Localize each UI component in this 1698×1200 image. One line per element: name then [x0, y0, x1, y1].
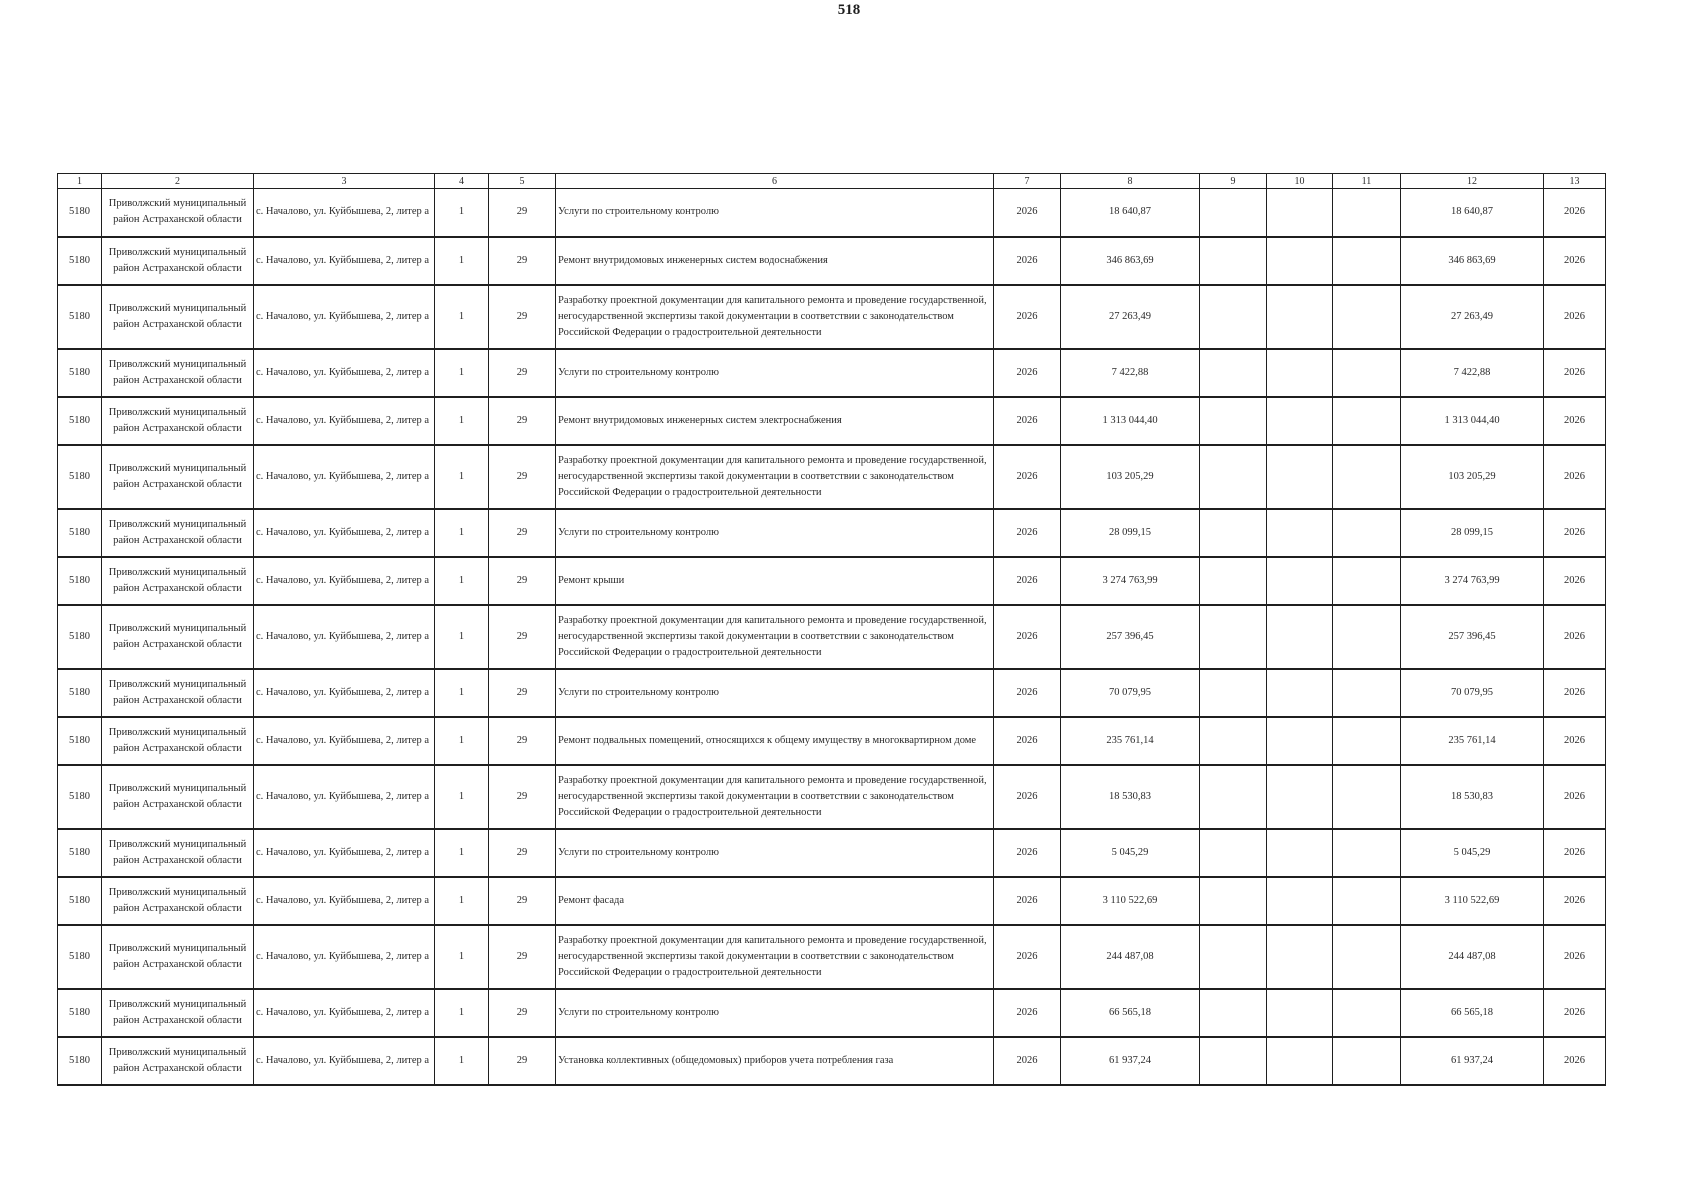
column-13-cell: 2026 [1544, 237, 1606, 285]
column-header-5: 5 [489, 174, 556, 189]
work-type-cell: Услуги по строительному контролю [556, 189, 994, 237]
column-5-cell: 29 [489, 669, 556, 717]
year-cell: 2026 [994, 189, 1061, 237]
column-5-cell: 29 [489, 877, 556, 925]
column-13-cell: 2026 [1544, 877, 1606, 925]
column-5-cell: 29 [489, 989, 556, 1037]
column-header-1: 1 [58, 174, 102, 189]
address-cell: с. Началово, ул. Куйбышева, 2, литер а [254, 349, 435, 397]
column-11-cell [1333, 1037, 1401, 1085]
column-9-cell [1200, 349, 1267, 397]
year-cell: 2026 [994, 349, 1061, 397]
address-cell: с. Началово, ул. Куйбышева, 2, литер а [254, 925, 435, 989]
municipality-cell: Приволжский муниципальный район Астраханской области [102, 349, 254, 397]
column-12-cell: 103 205,29 [1401, 445, 1544, 509]
column-11-cell [1333, 989, 1401, 1037]
column-9-cell [1200, 237, 1267, 285]
column-12-cell: 3 110 522,69 [1401, 877, 1544, 925]
address-cell: с. Началово, ул. Куйбышева, 2, литер а [254, 877, 435, 925]
column-4-cell: 1 [435, 925, 489, 989]
column-10-cell [1267, 445, 1333, 509]
total-cost-cell: 18 530,83 [1061, 765, 1200, 829]
column-13-cell: 2026 [1544, 765, 1606, 829]
column-11-cell [1333, 509, 1401, 557]
column-header-4: 4 [435, 174, 489, 189]
year-cell: 2026 [994, 397, 1061, 445]
year-cell: 2026 [994, 509, 1061, 557]
work-type-cell: Разработку проектной документации для капитального ремонта и проведение государственной, негосударственной экспертизы такой документации в соответствии с законодательством Российской Федерации о градостроительной деятельности [556, 445, 994, 509]
municipality-cell: Приволжский муниципальный район Астраханской области [102, 829, 254, 877]
column-header-7: 7 [994, 174, 1061, 189]
year-cell: 2026 [994, 669, 1061, 717]
column-4-cell: 1 [435, 509, 489, 557]
row-id-cell: 5180 [58, 717, 102, 765]
work-type-cell: Услуги по строительному контролю [556, 669, 994, 717]
total-cost-cell: 66 565,18 [1061, 989, 1200, 1037]
column-10-cell [1267, 397, 1333, 445]
table-row [58, 717, 1606, 765]
column-10-cell [1267, 829, 1333, 877]
column-9-cell [1200, 397, 1267, 445]
column-13-cell: 2026 [1544, 1037, 1606, 1085]
column-4-cell: 1 [435, 1037, 489, 1085]
column-10-cell [1267, 1037, 1333, 1085]
column-13-cell: 2026 [1544, 989, 1606, 1037]
column-9-cell [1200, 605, 1267, 669]
column-4-cell: 1 [435, 557, 489, 605]
work-type-cell: Разработку проектной документации для капитального ремонта и проведение государственной, негосударственной экспертизы такой документации в соответствии с законодательством Российской Федерации о градостроительной деятельности [556, 925, 994, 989]
municipality-cell: Приволжский муниципальный район Астраханской области [102, 397, 254, 445]
column-13-cell: 2026 [1544, 829, 1606, 877]
address-cell: с. Началово, ул. Куйбышева, 2, литер а [254, 397, 435, 445]
municipality-cell: Приволжский муниципальный район Астраханской области [102, 445, 254, 509]
column-header-12: 12 [1401, 174, 1544, 189]
column-9-cell [1200, 445, 1267, 509]
total-cost-cell: 3 274 763,99 [1061, 557, 1200, 605]
row-id-cell: 5180 [58, 189, 102, 237]
row-id-cell: 5180 [58, 877, 102, 925]
column-4-cell: 1 [435, 877, 489, 925]
total-cost-cell: 18 640,87 [1061, 189, 1200, 237]
municipality-cell: Приволжский муниципальный район Астраханской области [102, 189, 254, 237]
row-id-cell: 5180 [58, 669, 102, 717]
column-4-cell: 1 [435, 285, 489, 349]
column-10-cell [1267, 925, 1333, 989]
total-cost-cell: 5 045,29 [1061, 829, 1200, 877]
work-type-cell: Разработку проектной документации для капитального ремонта и проведение государственной, негосударственной экспертизы такой документации в соответствии с законодательством Российской Федерации о градостроительной деятельности [556, 605, 994, 669]
total-cost-cell: 103 205,29 [1061, 445, 1200, 509]
column-12-cell: 235 761,14 [1401, 717, 1544, 765]
column-header-9: 9 [1200, 174, 1267, 189]
column-4-cell: 1 [435, 605, 489, 669]
column-4-cell: 1 [435, 669, 489, 717]
column-10-cell [1267, 285, 1333, 349]
column-9-cell [1200, 285, 1267, 349]
column-5-cell: 29 [489, 285, 556, 349]
table-row [58, 925, 1606, 989]
year-cell: 2026 [994, 285, 1061, 349]
table-row [58, 509, 1606, 557]
municipality-cell: Приволжский муниципальный район Астраханской области [102, 925, 254, 989]
row-id-cell: 5180 [58, 1037, 102, 1085]
table-row [58, 285, 1606, 349]
column-header-11: 11 [1333, 174, 1401, 189]
address-cell: с. Началово, ул. Куйбышева, 2, литер а [254, 989, 435, 1037]
year-cell: 2026 [994, 605, 1061, 669]
column-10-cell [1267, 717, 1333, 765]
column-11-cell [1333, 925, 1401, 989]
column-4-cell: 1 [435, 717, 489, 765]
address-cell: с. Началово, ул. Куйбышева, 2, литер а [254, 717, 435, 765]
column-10-cell [1267, 877, 1333, 925]
table-row [58, 877, 1606, 925]
municipality-cell: Приволжский муниципальный район Астраханской области [102, 989, 254, 1037]
work-type-cell: Услуги по строительному контролю [556, 989, 994, 1037]
column-13-cell: 2026 [1544, 349, 1606, 397]
column-9-cell [1200, 1037, 1267, 1085]
column-11-cell [1333, 285, 1401, 349]
municipality-cell: Приволжский муниципальный район Астраханской области [102, 285, 254, 349]
column-12-cell: 27 263,49 [1401, 285, 1544, 349]
column-5-cell: 29 [489, 445, 556, 509]
column-12-cell: 346 863,69 [1401, 237, 1544, 285]
column-12-cell: 61 937,24 [1401, 1037, 1544, 1085]
address-cell: с. Началово, ул. Куйбышева, 2, литер а [254, 765, 435, 829]
column-11-cell [1333, 237, 1401, 285]
municipality-cell: Приволжский муниципальный район Астраханской области [102, 669, 254, 717]
table-row [58, 557, 1606, 605]
row-id-cell: 5180 [58, 925, 102, 989]
municipality-cell: Приволжский муниципальный район Астраханской области [102, 509, 254, 557]
year-cell: 2026 [994, 717, 1061, 765]
table-row [58, 445, 1606, 509]
column-9-cell [1200, 829, 1267, 877]
column-11-cell [1333, 349, 1401, 397]
column-13-cell: 2026 [1544, 445, 1606, 509]
year-cell: 2026 [994, 1037, 1061, 1085]
column-4-cell: 1 [435, 397, 489, 445]
column-12-cell: 7 422,88 [1401, 349, 1544, 397]
column-header-6: 6 [556, 174, 994, 189]
table-row [58, 989, 1606, 1037]
column-4-cell: 1 [435, 829, 489, 877]
column-5-cell: 29 [489, 1037, 556, 1085]
total-cost-cell: 27 263,49 [1061, 285, 1200, 349]
total-cost-cell: 7 422,88 [1061, 349, 1200, 397]
column-11-cell [1333, 877, 1401, 925]
address-cell: с. Началово, ул. Куйбышева, 2, литер а [254, 445, 435, 509]
row-id-cell: 5180 [58, 605, 102, 669]
column-5-cell: 29 [489, 765, 556, 829]
column-13-cell: 2026 [1544, 605, 1606, 669]
column-11-cell [1333, 829, 1401, 877]
column-12-cell: 28 099,15 [1401, 509, 1544, 557]
work-type-cell: Установка коллективных (общедомовых) приборов учета потребления газа [556, 1037, 994, 1085]
column-4-cell: 1 [435, 445, 489, 509]
column-11-cell [1333, 605, 1401, 669]
column-11-cell [1333, 445, 1401, 509]
row-id-cell: 5180 [58, 557, 102, 605]
table-row [58, 669, 1606, 717]
table-row [58, 1037, 1606, 1085]
column-5-cell: 29 [489, 509, 556, 557]
register-table-container [57, 173, 1606, 1086]
work-type-cell: Услуги по строительному контролю [556, 829, 994, 877]
work-type-cell: Ремонт подвальных помещений, относящихся к общему имуществу в многоквартирном доме [556, 717, 994, 765]
column-13-cell: 2026 [1544, 669, 1606, 717]
column-12-cell: 18 530,83 [1401, 765, 1544, 829]
column-9-cell [1200, 877, 1267, 925]
column-12-cell: 3 274 763,99 [1401, 557, 1544, 605]
column-10-cell [1267, 237, 1333, 285]
column-header-10: 10 [1267, 174, 1333, 189]
column-5-cell: 29 [489, 237, 556, 285]
row-id-cell: 5180 [58, 237, 102, 285]
table-row [58, 189, 1606, 237]
work-type-cell: Услуги по строительному контролю [556, 509, 994, 557]
column-4-cell: 1 [435, 765, 489, 829]
column-5-cell: 29 [489, 829, 556, 877]
column-13-cell: 2026 [1544, 925, 1606, 989]
column-12-cell: 18 640,87 [1401, 189, 1544, 237]
column-4-cell: 1 [435, 189, 489, 237]
column-4-cell: 1 [435, 237, 489, 285]
column-11-cell [1333, 669, 1401, 717]
column-13-cell: 2026 [1544, 285, 1606, 349]
year-cell: 2026 [994, 989, 1061, 1037]
column-12-cell: 66 565,18 [1401, 989, 1544, 1037]
column-12-cell: 244 487,08 [1401, 925, 1544, 989]
total-cost-cell: 244 487,08 [1061, 925, 1200, 989]
header-row [58, 174, 1606, 189]
column-5-cell: 29 [489, 557, 556, 605]
column-9-cell [1200, 765, 1267, 829]
address-cell: с. Началово, ул. Куйбышева, 2, литер а [254, 829, 435, 877]
column-10-cell [1267, 989, 1333, 1037]
row-id-cell: 5180 [58, 765, 102, 829]
column-9-cell [1200, 989, 1267, 1037]
total-cost-cell: 28 099,15 [1061, 509, 1200, 557]
column-11-cell [1333, 189, 1401, 237]
row-id-cell: 5180 [58, 397, 102, 445]
column-5-cell: 29 [489, 925, 556, 989]
total-cost-cell: 235 761,14 [1061, 717, 1200, 765]
column-5-cell: 29 [489, 349, 556, 397]
row-id-cell: 5180 [58, 349, 102, 397]
table-row [58, 605, 1606, 669]
column-12-cell: 257 396,45 [1401, 605, 1544, 669]
column-header-3: 3 [254, 174, 435, 189]
column-5-cell: 29 [489, 605, 556, 669]
table-row [58, 349, 1606, 397]
page-number: 518 [837, 2, 861, 18]
table-row [58, 829, 1606, 877]
work-type-cell: Ремонт фасада [556, 877, 994, 925]
table-row [58, 237, 1606, 285]
column-4-cell: 1 [435, 989, 489, 1037]
row-id-cell: 5180 [58, 509, 102, 557]
column-11-cell [1333, 397, 1401, 445]
table-header [58, 174, 1606, 189]
row-id-cell: 5180 [58, 445, 102, 509]
column-13-cell: 2026 [1544, 397, 1606, 445]
address-cell: с. Началово, ул. Куйбышева, 2, литер а [254, 669, 435, 717]
total-cost-cell: 70 079,95 [1061, 669, 1200, 717]
total-cost-cell: 257 396,45 [1061, 605, 1200, 669]
municipality-cell: Приволжский муниципальный район Астраханской области [102, 557, 254, 605]
total-cost-cell: 3 110 522,69 [1061, 877, 1200, 925]
address-cell: с. Началово, ул. Куйбышева, 2, литер а [254, 285, 435, 349]
column-10-cell [1267, 669, 1333, 717]
year-cell: 2026 [994, 829, 1061, 877]
municipality-cell: Приволжский муниципальный район Астраханской области [102, 765, 254, 829]
row-id-cell: 5180 [58, 989, 102, 1037]
work-type-cell: Ремонт крыши [556, 557, 994, 605]
table-body [58, 189, 1606, 1085]
column-10-cell [1267, 557, 1333, 605]
column-11-cell [1333, 557, 1401, 605]
column-9-cell [1200, 557, 1267, 605]
column-13-cell: 2026 [1544, 509, 1606, 557]
total-cost-cell: 61 937,24 [1061, 1037, 1200, 1085]
address-cell: с. Началово, ул. Куйбышева, 2, литер а [254, 1037, 435, 1085]
work-type-cell: Разработку проектной документации для капитального ремонта и проведение государственной, негосударственной экспертизы такой документации в соответствии с законодательством Российской Федерации о градостроительной деятельности [556, 285, 994, 349]
column-9-cell [1200, 669, 1267, 717]
column-12-cell: 5 045,29 [1401, 829, 1544, 877]
column-11-cell [1333, 717, 1401, 765]
work-type-cell: Ремонт внутридомовых инженерных систем электроснабжения [556, 397, 994, 445]
column-4-cell: 1 [435, 349, 489, 397]
column-header-13: 13 [1544, 174, 1606, 189]
year-cell: 2026 [994, 557, 1061, 605]
column-9-cell [1200, 509, 1267, 557]
table-row [58, 765, 1606, 829]
column-header-2: 2 [102, 174, 254, 189]
column-10-cell [1267, 189, 1333, 237]
column-header-8: 8 [1061, 174, 1200, 189]
address-cell: с. Началово, ул. Куйбышева, 2, литер а [254, 557, 435, 605]
total-cost-cell: 1 313 044,40 [1061, 397, 1200, 445]
column-5-cell: 29 [489, 397, 556, 445]
row-id-cell: 5180 [58, 829, 102, 877]
municipality-cell: Приволжский муниципальный район Астраханской области [102, 877, 254, 925]
column-13-cell: 2026 [1544, 717, 1606, 765]
address-cell: с. Началово, ул. Куйбышева, 2, литер а [254, 189, 435, 237]
column-9-cell [1200, 717, 1267, 765]
municipality-cell: Приволжский муниципальный район Астраханской области [102, 605, 254, 669]
total-cost-cell: 346 863,69 [1061, 237, 1200, 285]
column-11-cell [1333, 765, 1401, 829]
column-13-cell: 2026 [1544, 189, 1606, 237]
column-13-cell: 2026 [1544, 557, 1606, 605]
year-cell: 2026 [994, 445, 1061, 509]
municipality-cell: Приволжский муниципальный район Астраханской области [102, 237, 254, 285]
work-type-cell: Услуги по строительному контролю [556, 349, 994, 397]
municipality-cell: Приволжский муниципальный район Астраханской области [102, 1037, 254, 1085]
column-12-cell: 1 313 044,40 [1401, 397, 1544, 445]
address-cell: с. Началово, ул. Куйбышева, 2, литер а [254, 605, 435, 669]
row-id-cell: 5180 [58, 285, 102, 349]
column-9-cell [1200, 925, 1267, 989]
column-10-cell [1267, 349, 1333, 397]
table-row [58, 397, 1606, 445]
column-12-cell: 70 079,95 [1401, 669, 1544, 717]
address-cell: с. Началово, ул. Куйбышева, 2, литер а [254, 237, 435, 285]
year-cell: 2026 [994, 925, 1061, 989]
column-10-cell [1267, 765, 1333, 829]
address-cell: с. Началово, ул. Куйбышева, 2, литер а [254, 509, 435, 557]
column-10-cell [1267, 605, 1333, 669]
column-9-cell [1200, 189, 1267, 237]
year-cell: 2026 [994, 237, 1061, 285]
column-5-cell: 29 [489, 717, 556, 765]
work-type-cell: Разработку проектной документации для капитального ремонта и проведение государственной, негосударственной экспертизы такой документации в соответствии с законодательством Российской Федерации о градостроительной деятельности [556, 765, 994, 829]
year-cell: 2026 [994, 765, 1061, 829]
year-cell: 2026 [994, 877, 1061, 925]
register-table [57, 173, 1606, 1086]
work-type-cell: Ремонт внутридомовых инженерных систем водоснабжения [556, 237, 994, 285]
column-5-cell: 29 [489, 189, 556, 237]
municipality-cell: Приволжский муниципальный район Астраханской области [102, 717, 254, 765]
column-10-cell [1267, 509, 1333, 557]
